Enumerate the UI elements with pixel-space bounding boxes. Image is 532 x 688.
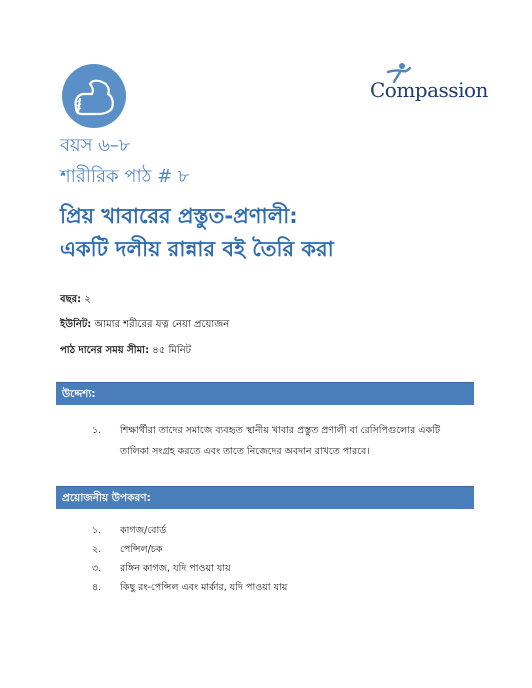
meta-year — [60, 292, 91, 309]
objective-heading: উদ্দেশ্য: — [62, 388, 96, 400]
title-line-1: প্রিয় খাবারের প্রস্তুত-প্রণালী: — [60, 204, 298, 228]
age-range: বয়স ৬–৮ — [60, 135, 131, 156]
physical-lesson-badge — [62, 64, 126, 128]
year-label: বছর: — [60, 294, 82, 305]
list-item-number: ৪. — [92, 582, 102, 593]
meta-unit — [60, 317, 229, 334]
year-value: ২ — [84, 294, 91, 305]
list-item-text: কাগজ/বোর্ড — [120, 525, 167, 536]
list-item-number: ২. — [92, 544, 102, 555]
materials-heading: প্রয়োজনীয় উপকরণ: — [62, 492, 151, 504]
list-item-text: রঙ্গিন কাগজ, যদি পাওয়া যায় — [120, 563, 231, 574]
compassion-logo — [370, 62, 488, 106]
flexed-arm-icon — [62, 64, 126, 128]
materials-section-header — [56, 486, 474, 509]
list-item-text: পেন্সিল/চক — [120, 544, 163, 555]
unit-value: আমার শরীরের যত্ন নেয়া প্রয়োজন — [94, 319, 230, 330]
lesson-number: শারীরিক পাঠ # ৮ — [60, 166, 190, 187]
page-title — [60, 200, 490, 266]
title-line-2: একটি দলীয় রান্নার বই তৈরি করা — [60, 237, 334, 261]
objective-item-text: শিক্ষার্থীরা তাদের সমাজে ব্যবহৃত স্থানীয় খাবার প্রস্তুত প্রণালী বা রেসিপিগুলোর একটি তালিকা সংগ্রহ করতে এবং তাতে নিজেদের অবদান রাখতে পারবে। — [120, 425, 441, 457]
unit-label: ইউনিট: — [60, 319, 92, 330]
list-item-number: ৩. — [92, 563, 102, 574]
list-item-text: কিছু রং-পেন্সিল এবং মার্কার, যদি পাওয়া যায় — [120, 582, 288, 593]
objective-section-header — [56, 382, 474, 405]
list-item-number: ১. — [92, 525, 102, 536]
logo-text: Compassion — [370, 78, 488, 102]
time-label: পাঠ দানের সময় সীমা: — [60, 345, 150, 356]
objective-item-number: ১. — [92, 425, 102, 436]
time-value: ৪৫ মিনিট — [152, 345, 192, 356]
meta-time — [60, 343, 191, 360]
